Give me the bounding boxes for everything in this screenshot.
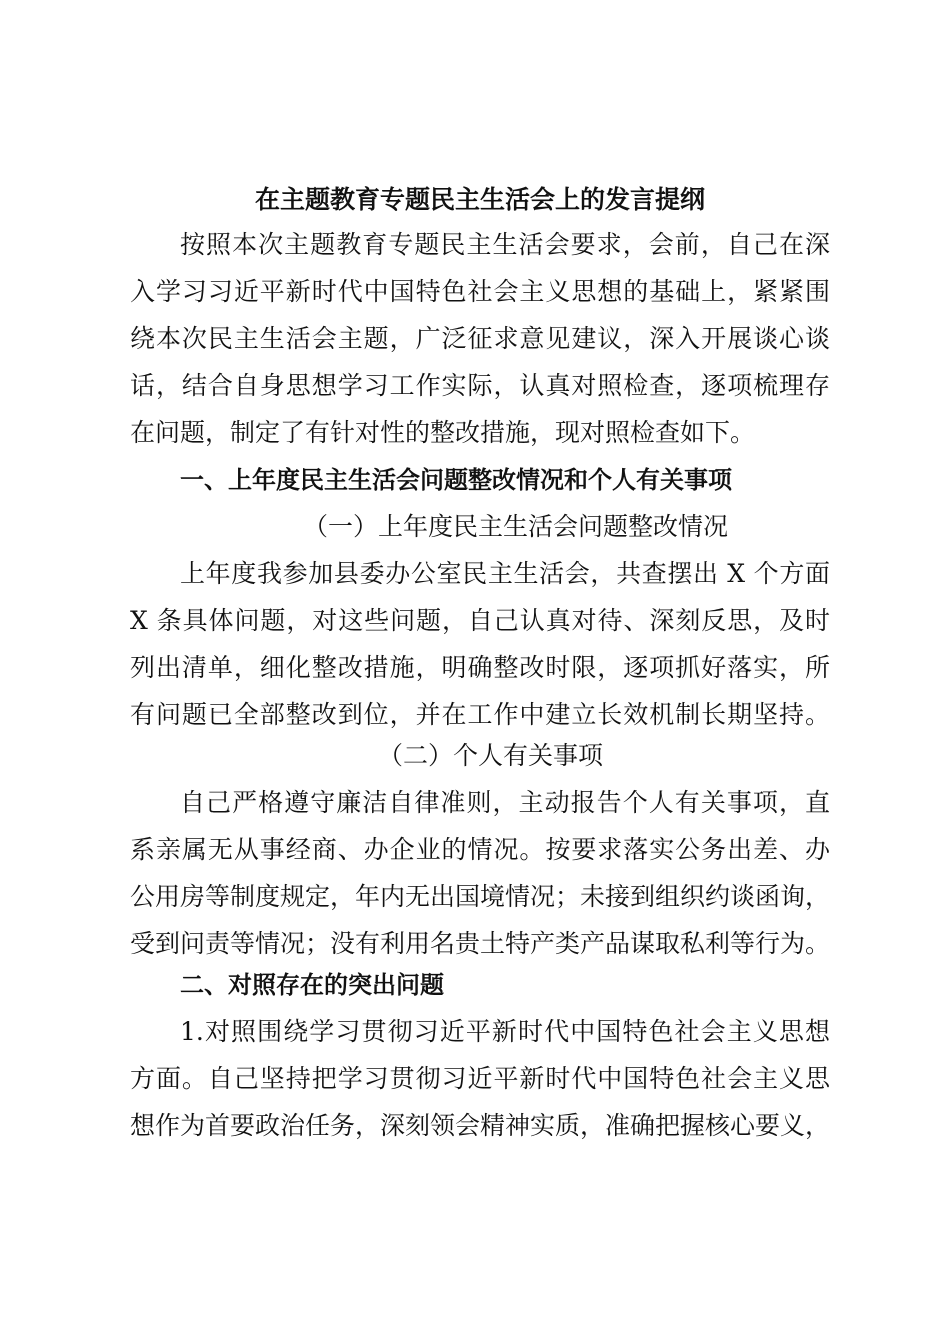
item1-line-1: 1.对照围绕学习贯彻习近平新时代中国特色社会主义思想: [180, 1017, 830, 1046]
intro-line-5: 在问题，制定了有针对性的整改措施，现对照检查如下。: [130, 418, 756, 447]
intro-line-3: 绕本次民主生活会主题，广泛征求意见建议，深入开展谈心谈: [130, 324, 830, 353]
sub2-line-4: 受到问责等情况；没有利用名贵土特产类产品谋取私利等行为。: [130, 929, 831, 958]
sub2-line-2: 系亲属无从事经商、办企业的情况。按要求落实公务出差、办: [130, 835, 830, 864]
section-2-heading: 二、对照存在的突出问题: [180, 971, 444, 999]
sub1-line-1: 上年度我参加县委办公室民主生活会，共查摆出 X 个方面: [180, 559, 830, 588]
sub2-line-1: 自己严格遵守廉洁自律准则，主动报告个人有关事项，直: [180, 788, 830, 817]
document-title: 在主题教育专题民主生活会上的发言提纲: [254, 185, 705, 214]
intro-line-4: 话，结合自身思想学习工作实际，认真对照检查，逐项梳理存: [130, 371, 830, 400]
item1-line-2: 方面。自己坚持把学习贯彻习近平新时代中国特色社会主义思: [130, 1064, 830, 1093]
sub1-line-3: 列出清单，细化整改措施，明确整改时限，逐项抓好落实，所: [130, 653, 830, 682]
sub1-line-4: 有问题已全部整改到位，并在工作中建立长效机制长期坚持。: [130, 700, 830, 729]
item1-line-3: 想作为首要政治任务，深刻领会精神实质，准确把握核心要义，: [130, 1111, 831, 1140]
section-1-heading: 一、上年度民主生活会问题整改情况和个人有关事项: [180, 466, 732, 494]
sub2-line-3: 公用房等制度规定，年内无出国境情况；未接到组织约谈函询，: [130, 882, 831, 911]
subsection-2-heading: （二）个人有关事项: [378, 741, 604, 770]
intro-line-2: 入学习习近平新时代中国特色社会主义思想的基础上，紧紧围: [130, 277, 830, 306]
intro-line-1: 按照本次主题教育专题民主生活会要求，会前，自己在深: [180, 230, 830, 259]
sub1-line-2: X 条具体问题，对这些问题，自己认真对待、深刻反思，及时: [130, 606, 830, 635]
subsection-1-heading: （一）上年度民主生活会问题整改情况: [303, 512, 729, 541]
